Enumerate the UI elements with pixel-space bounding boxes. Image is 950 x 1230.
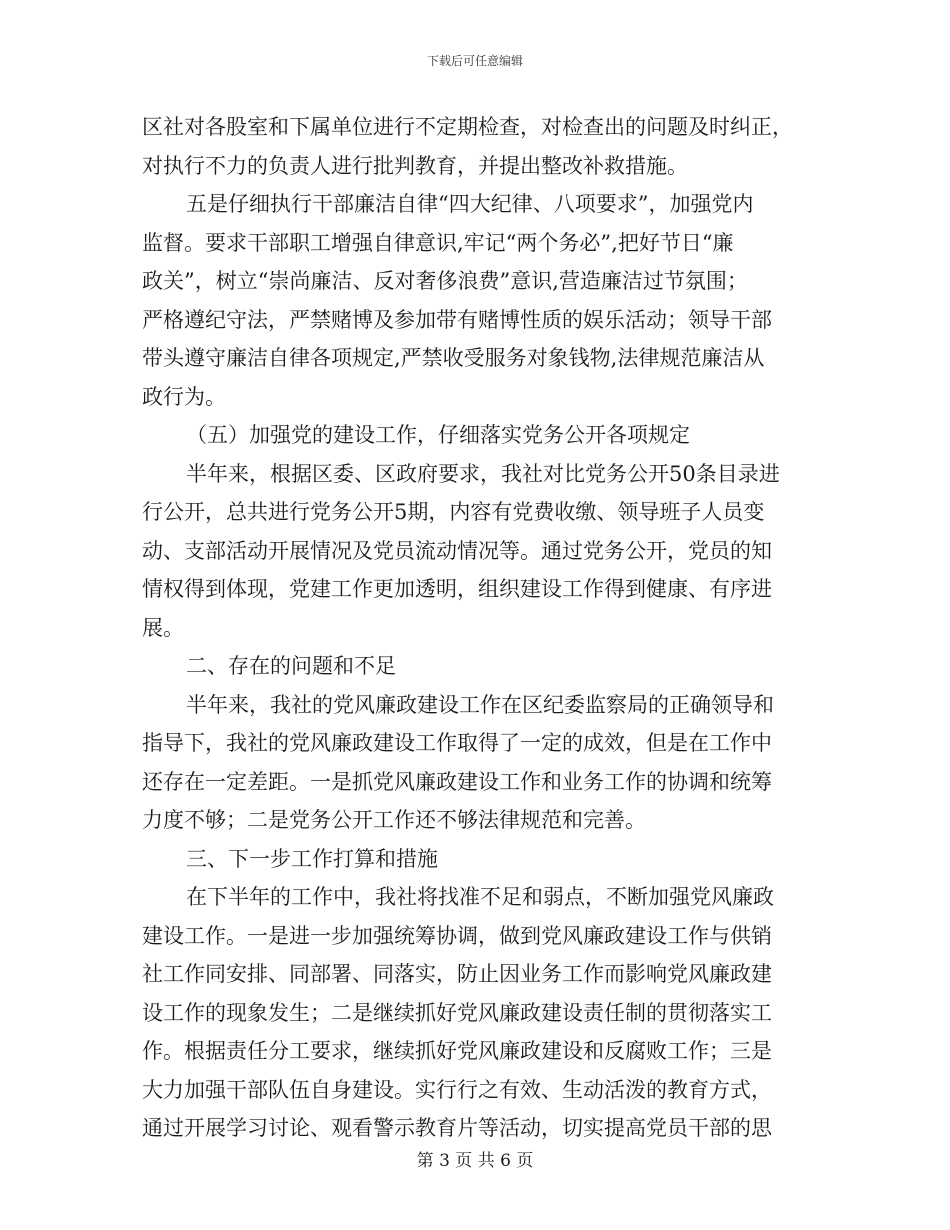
- text-line: 作。根据责任分工要求，继续抓好党风廉政建设和反腐败工作；三是: [142, 1039, 772, 1063]
- text-line: 区社对各股室和下属单位进行不定期检查，对检查出的问题及时纠正，: [142, 115, 793, 139]
- text-line: 展。: [142, 615, 184, 640]
- text-line: 在下半年的工作中，我社将找准不足和弱点，不断加强党风廉政: [186, 885, 774, 909]
- text-line: 社工作同安排、同部署、同落实，防止因业务工作而影响党风廉政建: [142, 962, 772, 986]
- section-heading: 三、下一步工作打算和措施: [186, 846, 438, 871]
- text-line: 严格遵纪守法，严禁赌博及参加带有赌博性质的娱乐活动；领导干部: [142, 307, 772, 332]
- text-line: 建设工作。一是进一步加强统筹协调，做到党风廉政建设工作与供销: [142, 923, 772, 948]
- text-line: 对执行不力的负责人进行批判教育，并提出整改补救措施。: [142, 153, 688, 178]
- text-line: 动、支部活动开展情况及党员流动情况等。通过党务公开，党员的知: [142, 538, 772, 563]
- body-text: [142, 108, 822, 1148]
- text-line: 通过开展学习讨论、观看警示教育片等活动，切实提高党员干部的思: [142, 1116, 772, 1140]
- page-header: 下载后可任意编辑: [426, 54, 523, 68]
- text-line: 指导下，我社的党风廉政建设工作取得了一定的成效，但是在工作中: [142, 731, 772, 755]
- text-line: 政行为。: [142, 384, 226, 409]
- text-line: 带头遵守廉洁自律各项规定,严禁收受服务对象钱物,法律规范廉洁从: [142, 346, 765, 370]
- text-line: 半年来，根据区委、区政府要求，我社对比党务公开50条目录进: [186, 461, 780, 486]
- text-line: 政关”，树立“崇尚廉洁、反对奢侈浪费”意识,营造廉洁过节氛围；: [142, 269, 748, 293]
- text-line: 大力加强干部队伍自身建设。实行行之有效、生动活泼的教育方式，: [142, 1077, 772, 1102]
- text-line: 半年来，我社的党风廉政建设工作在区纪委监察局的正确领导和: [186, 692, 774, 717]
- section-heading: 二、存在的问题和不足: [186, 654, 396, 678]
- text-line: 力度不够；二是党务公开工作还不够法律规范和完善。: [142, 808, 646, 832]
- text-line: 还存在一定差距。一是抓党风廉政建设工作和业务工作的协调和统筹: [142, 769, 772, 794]
- text-line: 五是仔细执行干部廉洁自律“四大纪律、八项要求”，加强党内: [186, 192, 754, 216]
- text-line: 设工作的现象发生；二是继续抓好党风廉政建设责任制的贯彻落实工: [142, 1000, 772, 1025]
- section-heading: （五）加强党的建设工作，仔细落实党务公开各项规定: [186, 423, 690, 447]
- text-line: 行公开，总共进行党务公开5期，内容有党费收缴、领导班子人员变: [142, 500, 765, 524]
- text-line: 监督。要求干部职工增强自律意识,牢记“两个务必”,把好节日“廉: [142, 230, 734, 255]
- text-line: 情权得到体现，党建工作更加透明，组织建设工作得到健康、有序进: [142, 577, 772, 601]
- page-number-footer: 第 3 页 共 6 页: [416, 1151, 534, 1171]
